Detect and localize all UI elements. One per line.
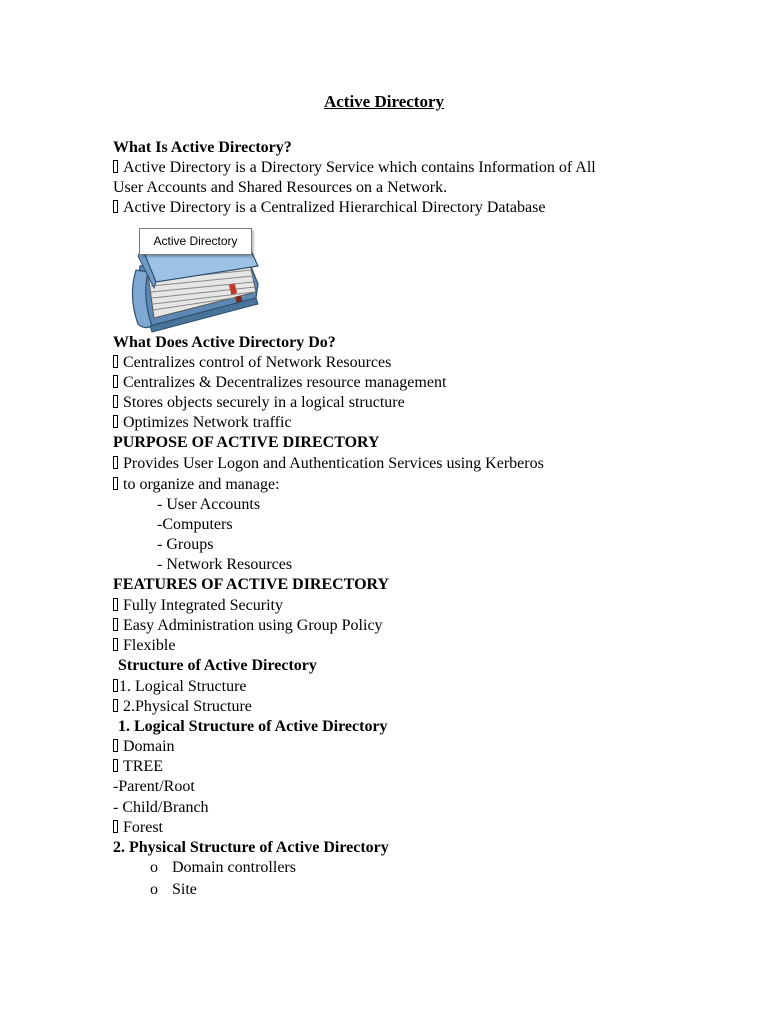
features-item-3-text: Flexible	[123, 637, 176, 654]
features-item-1	[113, 596, 283, 616]
what-is-bullet-1-text: Active Directory is a Directory Service which contains Information of All	[123, 159, 596, 176]
what-does-item-3-text: Stores objects securely in a logical structure	[123, 394, 405, 411]
circle-bullet-icon: o	[150, 859, 158, 876]
physical-item-2-text: Site	[172, 881, 197, 898]
structure-item-1	[113, 677, 247, 697]
purpose-item-2	[113, 475, 280, 495]
physical-item-1-text: Domain controllers	[172, 859, 296, 876]
circle-bullet-icon: o	[150, 881, 158, 898]
page-title: Active Directory	[323, 92, 445, 111]
logical-item-tree-text: TREE	[123, 758, 163, 775]
heading-logical: 1. Logical Structure of Active Directory	[118, 718, 388, 735]
what-is-bullet-2-text: Active Directory is a Centralized Hierarchical Directory Database	[123, 199, 546, 216]
missing-glyph-icon	[113, 598, 118, 611]
heading-purpose: PURPOSE OF ACTIVE DIRECTORY	[113, 434, 380, 451]
heading-structure: Structure of Active Directory	[118, 657, 317, 674]
structure-item-2	[113, 697, 252, 717]
purpose-item-2-text: to organize and manage:	[123, 476, 280, 493]
what-is-bullet-1	[113, 158, 596, 178]
structure-item-2-text: 2.Physical Structure	[123, 698, 252, 715]
heading-what-does: What Does Active Directory Do?	[113, 334, 336, 351]
purpose-item-1-text: Provides User Logon and Authentication Services using Kerberos	[123, 455, 544, 472]
missing-glyph-icon	[113, 415, 118, 428]
features-item-2	[113, 616, 383, 636]
features-item-1-text: Fully Integrated Security	[123, 597, 283, 614]
missing-glyph-icon	[113, 739, 118, 752]
structure-item-1-text: 1. Logical Structure	[119, 678, 247, 695]
missing-glyph-icon	[113, 375, 118, 388]
missing-glyph-icon	[113, 759, 118, 772]
logical-parent: -Parent/Root	[113, 778, 195, 795]
what-does-item-4-text: Optimizes Network traffic	[123, 414, 292, 431]
purpose-subitem-4: - Network Resources	[157, 556, 293, 573]
purpose-item-1	[113, 454, 544, 474]
logical-item-tree	[113, 757, 163, 777]
missing-glyph-icon	[113, 820, 118, 833]
heading-what-is: What Is Active Directory?	[113, 139, 292, 156]
what-does-item-4	[113, 413, 292, 433]
missing-glyph-icon	[113, 200, 118, 213]
what-does-item-2	[113, 373, 446, 393]
logical-item-forest-text: Forest	[123, 819, 163, 836]
purpose-subitem-1: - User Accounts	[157, 496, 261, 513]
logical-child: - Child/Branch	[113, 799, 209, 816]
missing-glyph-icon	[113, 395, 118, 408]
missing-glyph-icon	[113, 679, 118, 692]
heading-physical: 2. Physical Structure of Active Directory	[113, 839, 389, 856]
missing-glyph-icon	[113, 477, 118, 490]
heading-features: FEATURES OF ACTIVE DIRECTORY	[113, 576, 390, 593]
what-does-item-1-text: Centralizes control of Network Resources	[123, 354, 392, 371]
missing-glyph-icon	[113, 456, 118, 469]
features-item-2-text: Easy Administration using Group Policy	[123, 617, 383, 634]
what-does-item-1	[113, 353, 391, 373]
missing-glyph-icon	[113, 160, 118, 173]
physical-item-1	[150, 858, 296, 878]
missing-glyph-icon	[113, 699, 118, 712]
logical-item-forest	[113, 818, 163, 838]
missing-glyph-icon	[113, 618, 118, 631]
what-does-item-3	[113, 393, 405, 413]
what-does-item-2-text: Centralizes & Decentralizes resource management	[123, 374, 447, 391]
illustration-label: Active Directory	[139, 228, 252, 255]
logical-item-domain-text: Domain	[123, 738, 175, 755]
purpose-subitem-2: -Computers	[157, 516, 233, 533]
what-is-bullet-2	[113, 198, 545, 218]
missing-glyph-icon	[113, 355, 118, 368]
missing-glyph-icon	[113, 638, 118, 651]
features-item-3	[113, 636, 175, 656]
physical-item-2	[150, 880, 197, 900]
purpose-subitem-3: - Groups	[157, 536, 214, 553]
what-is-bullet-1-cont: User Accounts and Shared Resources on a Network.	[113, 179, 448, 196]
logical-item-domain	[113, 737, 175, 757]
